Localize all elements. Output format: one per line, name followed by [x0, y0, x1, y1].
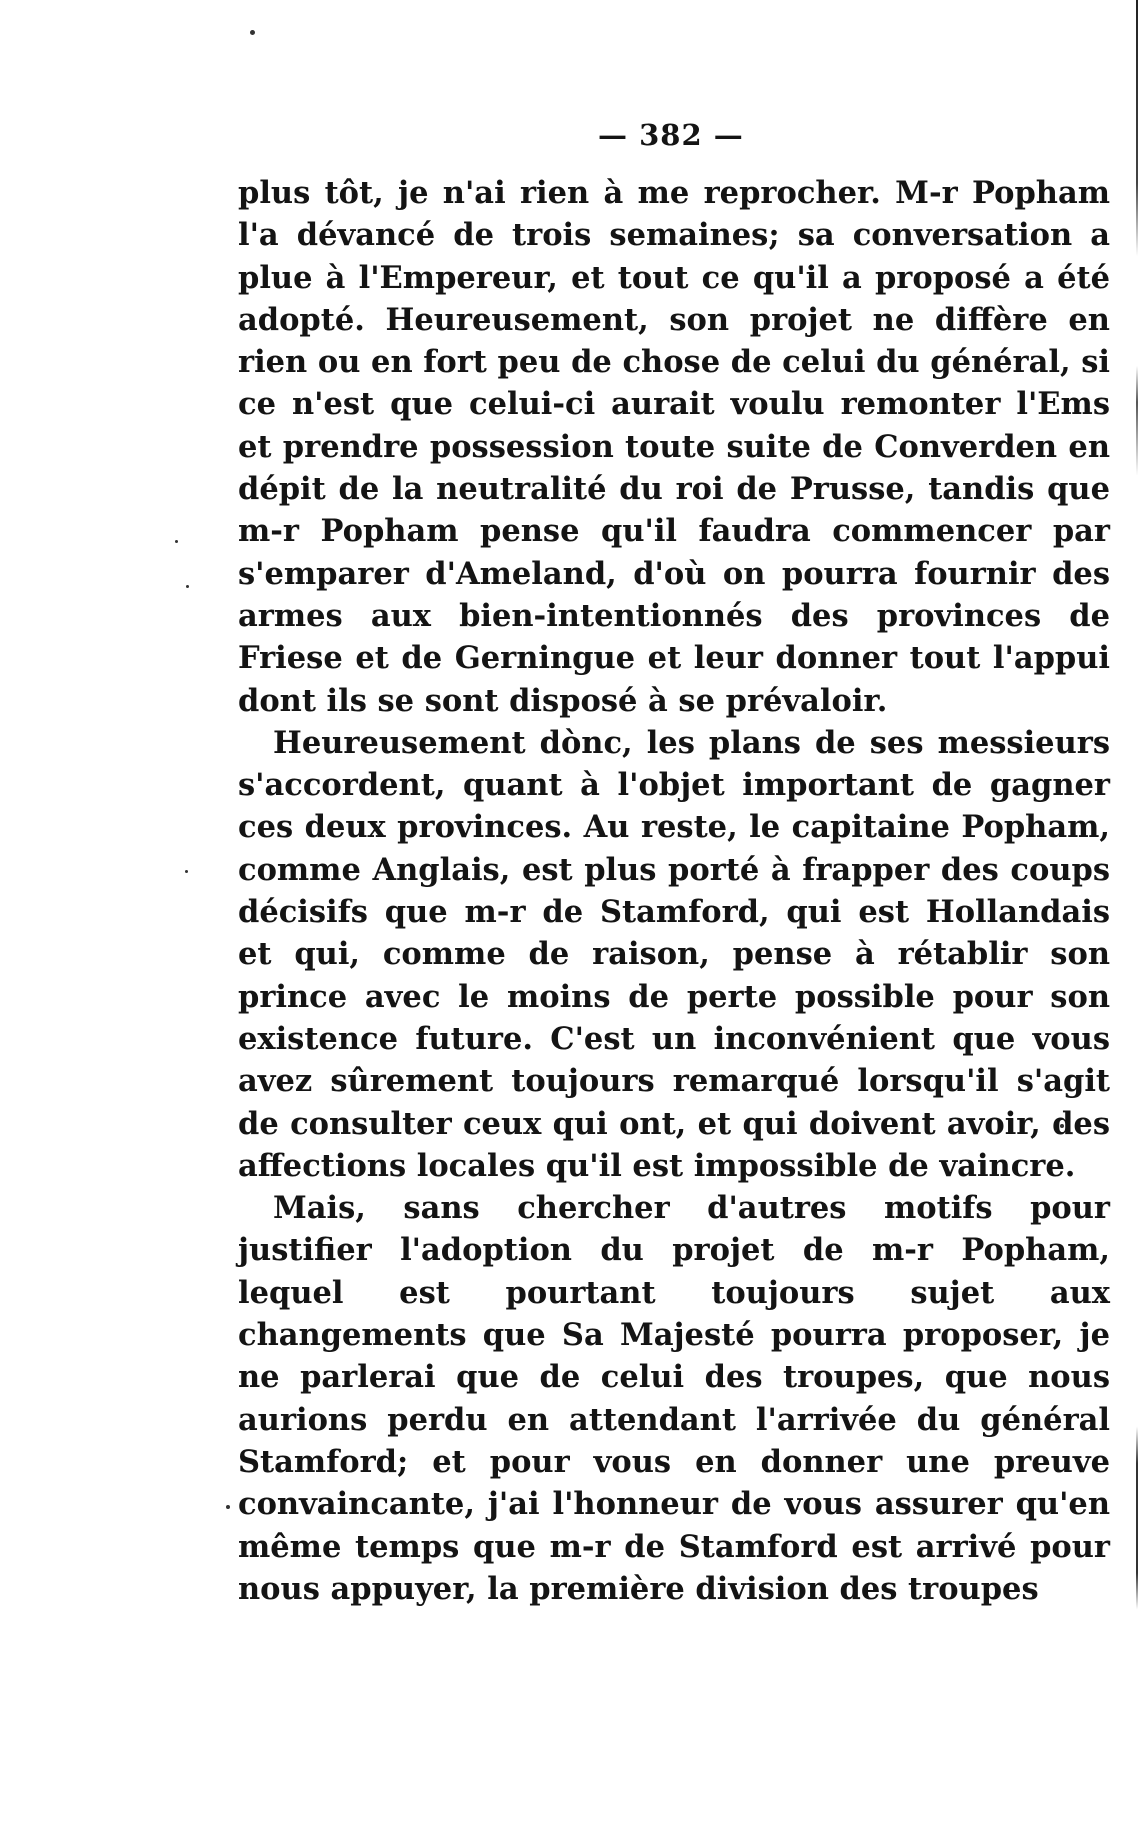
paragraph-1: plus tôt, je n'ai rien à me reprocher. M-r Popham l'a dévancé de trois semaines; sa conversation a plue à l'Empereur, et tout ce qu'il a proposé a été adopté. Heureusement, son projet ne diffère en rien ou en fort peu de chose de celui du général, si ce n'est que celui-ci aurait voulu remonter l'Ems et prendre possession toute suite de Converden en dépit de la neutralité du roi de Prusse, tandis que m-r Popham pense qu'il faudra commencer par s'emparer d'Ameland, d'où on pourra fournir des armes aux bien-intentionnés des provinces de Friese et de Gerningue et leur donner tout l'appui dont ils se sont disposé à se prévaloir. [238, 175, 1110, 719]
body-text [238, 172, 1110, 1610]
print-speck [175, 540, 178, 543]
print-speck [226, 1505, 230, 1509]
page-edge-shadow [1136, 0, 1138, 1829]
print-speck [186, 585, 189, 588]
paragraph-2: Heureusement dònc, les plans de ses messieurs s'accordent, quant à l'objet important de gagner ces deux provinces. Au reste, le capitaine Popham, comme Anglais, est plus porté à frapper des coups décisifs que m-r de Stamford, qui est Hollandais et qui, comme de raison, pense à rétablir son prince avec le moins de perte possible pour son existence future. C'est un inconvénient que vous avez sûrement toujours remarqué lorsqu'il s'agit de consulter ceux qui ont, et qui doivent avoir, des affections locales qu'il est impossible de vaincre. [238, 724, 1110, 1184]
paragraph-3: Mais, sans chercher d'autres motifs pour justifier l'adoption du projet de m-r Popham, lequel est pourtant toujours sujet aux changements que Sa Majesté pourra proposer, je ne parlerai que de celui des troupes, que nous aurions perdu en attendant l'arrivée du général Stamford; et pour vous en donner une preuve convaincante, j'ai l'honneur de vous assurer qu'en même temps que m-r de Stamford est arrivé pour nous appuyer, la première division des troupes [238, 1190, 1110, 1607]
print-speck [185, 870, 188, 873]
page-number: — 382 — [598, 118, 744, 152]
print-speck [250, 30, 255, 35]
